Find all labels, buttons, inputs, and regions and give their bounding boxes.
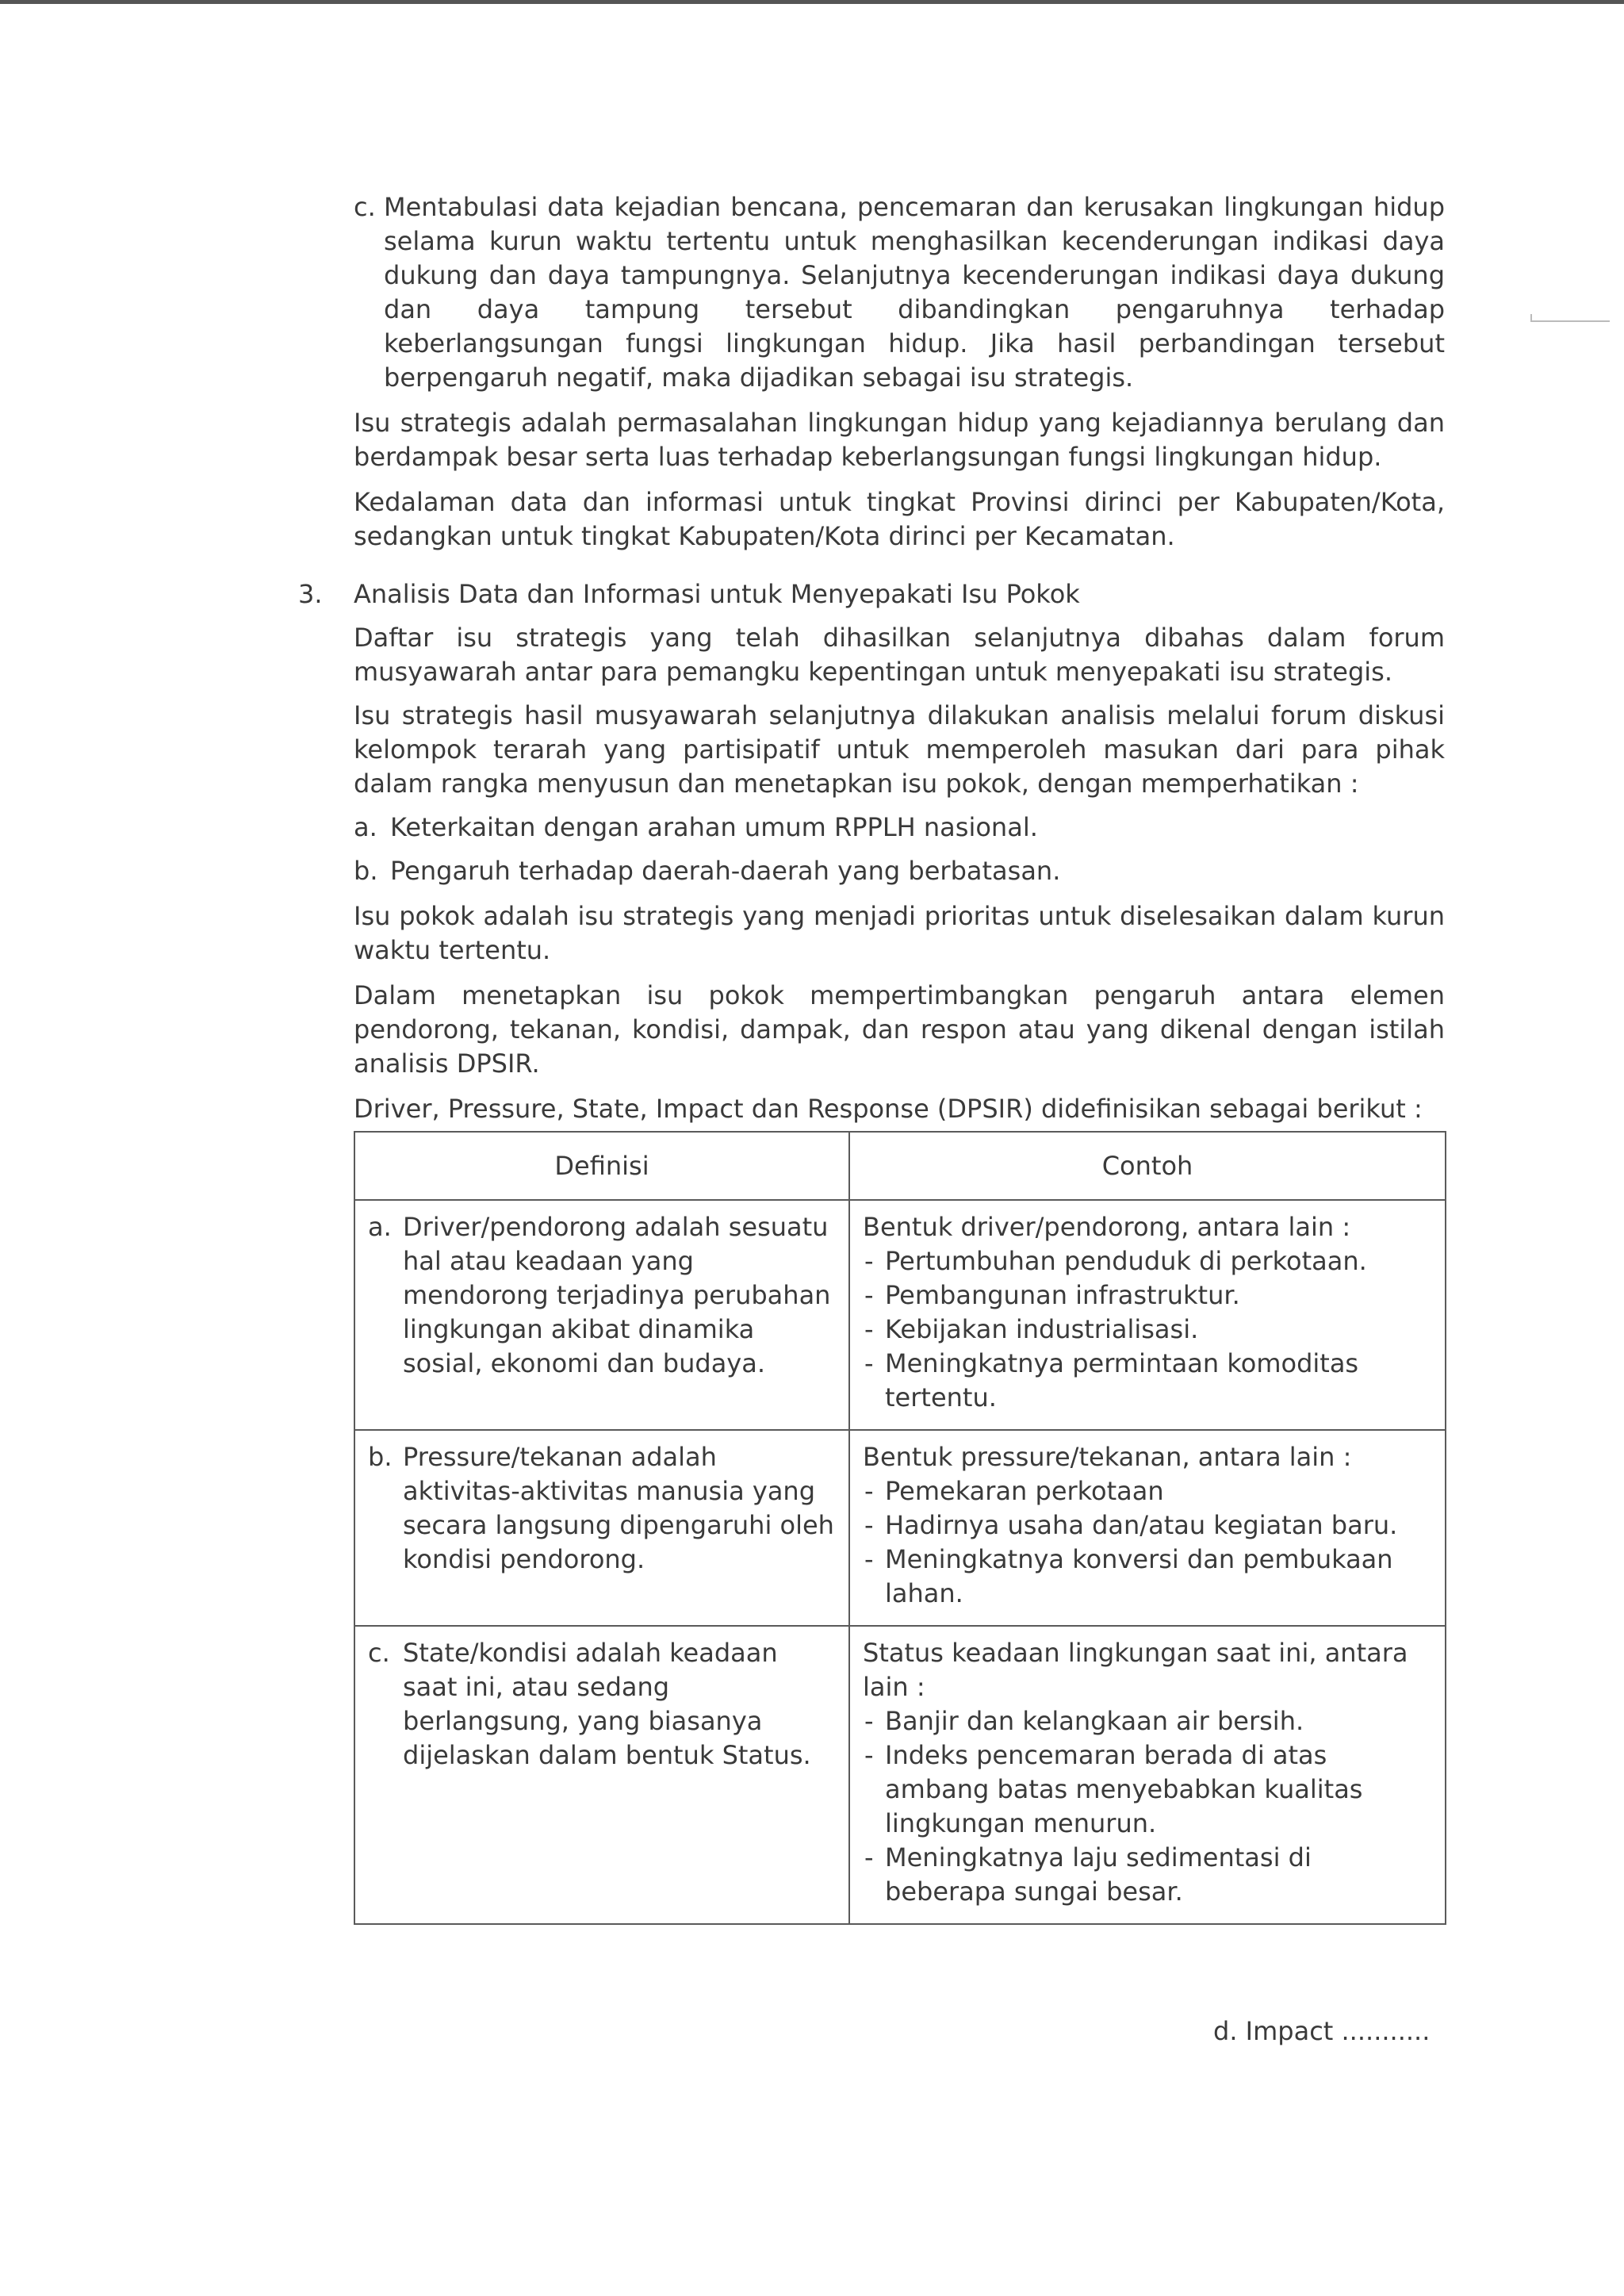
example-cell bbox=[849, 1430, 1446, 1626]
example-item: - Pemekaran perkotaan bbox=[863, 1474, 1432, 1508]
example-item: - Pembangunan infrastruktur. bbox=[863, 1278, 1432, 1313]
section-title: Analisis Data dan Informasi untuk Menyepakati Isu Pokok bbox=[354, 579, 1080, 609]
definition-text: Pressure/tekanan adalah aktivitas-aktivitas manusia yang secara langsung dipengaruhi oleh kondisi pendorong. bbox=[403, 1442, 834, 1574]
paragraph: Isu strategis hasil musyawarah selanjutnya dilakukan analisis melalui forum diskusi kelompok terarah yang partisipatif untuk memperoleh masukan dari para pihak dalam rangka menyusun dan menetapkan isu pokok, dengan memperhatikan : bbox=[354, 700, 1445, 799]
paragraph: Isu pokok adalah isu strategis yang menjadi prioritas untuk diselesaikan dalam kurun waktu tertentu. bbox=[354, 901, 1445, 965]
dpsir-table bbox=[354, 1131, 1446, 1925]
item-text: Pengaruh terhadap daerah-daerah yang berbatasan. bbox=[390, 856, 1061, 886]
item-label: b. bbox=[354, 856, 378, 886]
example-item: - Indeks pencemaran berada di atas ambang batas menyebabkan kualitas lingkungan menurun. bbox=[863, 1738, 1432, 1841]
definition-text: Driver/pendorong adalah sesuatu hal atau keadaan yang mendorong terjadinya perubahan lingkungan akibat dinamika sosial, ekonomi dan budaya. bbox=[403, 1212, 831, 1378]
item-label: c. bbox=[354, 192, 376, 222]
example-intro: Bentuk pressure/tekanan, antara lain : bbox=[863, 1442, 1352, 1472]
column-header-definisi: Definisi bbox=[354, 1132, 849, 1200]
row-label: b. bbox=[368, 1442, 393, 1472]
item-label: a. bbox=[354, 812, 377, 842]
example-cell bbox=[849, 1626, 1446, 1924]
example-item: - Banjir dan kelangkaan air bersih. bbox=[863, 1704, 1432, 1738]
document-body bbox=[298, 190, 1445, 1925]
definition-cell bbox=[354, 1626, 849, 1924]
list-item-c bbox=[354, 190, 1445, 395]
paragraph: Dalam menetapkan isu pokok mempertimbangkan pengaruh antara elemen pendorong, tekanan, kondisi, dampak, dan respon atau yang dikenal dengan istilah analisis DPSIR. bbox=[354, 980, 1445, 1079]
definition-cell bbox=[354, 1430, 849, 1626]
paragraph: Driver, Pressure, State, Impact dan Response (DPSIR) didefinisikan sebagai berikut : bbox=[354, 1094, 1423, 1124]
example-item: - Hadirnya usaha dan/atau kegiatan baru. bbox=[863, 1508, 1432, 1543]
column-header-contoh: Contoh bbox=[849, 1132, 1446, 1200]
paragraph-isu-strategis: Isu strategis adalah permasalahan lingkungan hidup yang kejadiannya berulang dan berdampak besar serta luas terhadap keberlangsungan fungsi lingkungan hidup. bbox=[354, 408, 1445, 472]
paragraph-kedalaman: Kedalaman data dan informasi untuk tingkat Provinsi dirinci per Kabupaten/Kota, sedangkan untuk tingkat Kabupaten/Kota dirinci per Kecamatan. bbox=[354, 487, 1445, 551]
section-number: 3. bbox=[298, 579, 323, 609]
example-item: - Meningkatnya permintaan komoditas tertentu. bbox=[863, 1347, 1432, 1415]
example-cell bbox=[849, 1200, 1446, 1430]
paragraph: Daftar isu strategis yang telah dihasilkan selanjutnya dibahas dalam forum musyawarah antar para pemangku kepentingan untuk menyepakati isu strategis. bbox=[354, 623, 1445, 687]
example-intro: Bentuk driver/pendorong, antara lain : bbox=[863, 1212, 1351, 1242]
item-text: Mentabulasi data kejadian bencana, pencemaran dan kerusakan lingkungan hidup selama kurun waktu tertentu untuk menghasilkan kecenderungan indikasi daya dukung dan daya tampungnya. Selanjutnya kecenderungan indikasi daya dukung dan daya tampung tersebut dibandingkan pengaruhnya terhadap keberlangsungan fungsi lingkungan hidup. Jika hasil perbandingan tersebut berpengaruh negatif, maka dijadikan sebagai isu strategis. bbox=[384, 192, 1445, 393]
row-label: a. bbox=[368, 1212, 392, 1242]
scan-mark bbox=[1530, 320, 1610, 322]
scan-mark bbox=[1530, 314, 1532, 322]
table-row bbox=[354, 1200, 1446, 1430]
table-header-row bbox=[354, 1132, 1446, 1200]
row-label: c. bbox=[368, 1638, 390, 1668]
table-row bbox=[354, 1430, 1446, 1626]
example-item: - Meningkatnya laju sedimentasi di beberapa sungai besar. bbox=[863, 1841, 1432, 1909]
list-item bbox=[354, 811, 1445, 845]
example-intro: Status keadaan lingkungan saat ini, antara lain : bbox=[863, 1638, 1408, 1702]
definition-text: State/kondisi adalah keadaan saat ini, atau sedang berlangsung, yang biasanya dijelaskan dalam bentuk Status. bbox=[403, 1638, 811, 1770]
section-3 bbox=[298, 577, 1445, 1925]
definition-cell bbox=[354, 1200, 849, 1430]
example-item: - Kebijakan industrialisasi. bbox=[863, 1313, 1432, 1347]
list-item bbox=[354, 854, 1445, 888]
example-item: - Pertumbuhan penduduk di perkotaan. bbox=[863, 1244, 1432, 1278]
item-text: Keterkaitan dengan arahan umum RPPLH nasional. bbox=[390, 812, 1038, 842]
next-page-reference: d. Impact ........... bbox=[1213, 2016, 1431, 2046]
table-row bbox=[354, 1626, 1446, 1924]
example-item: - Meningkatnya konversi dan pembukaan lahan. bbox=[863, 1543, 1432, 1611]
scan-top-edge bbox=[0, 0, 1624, 4]
